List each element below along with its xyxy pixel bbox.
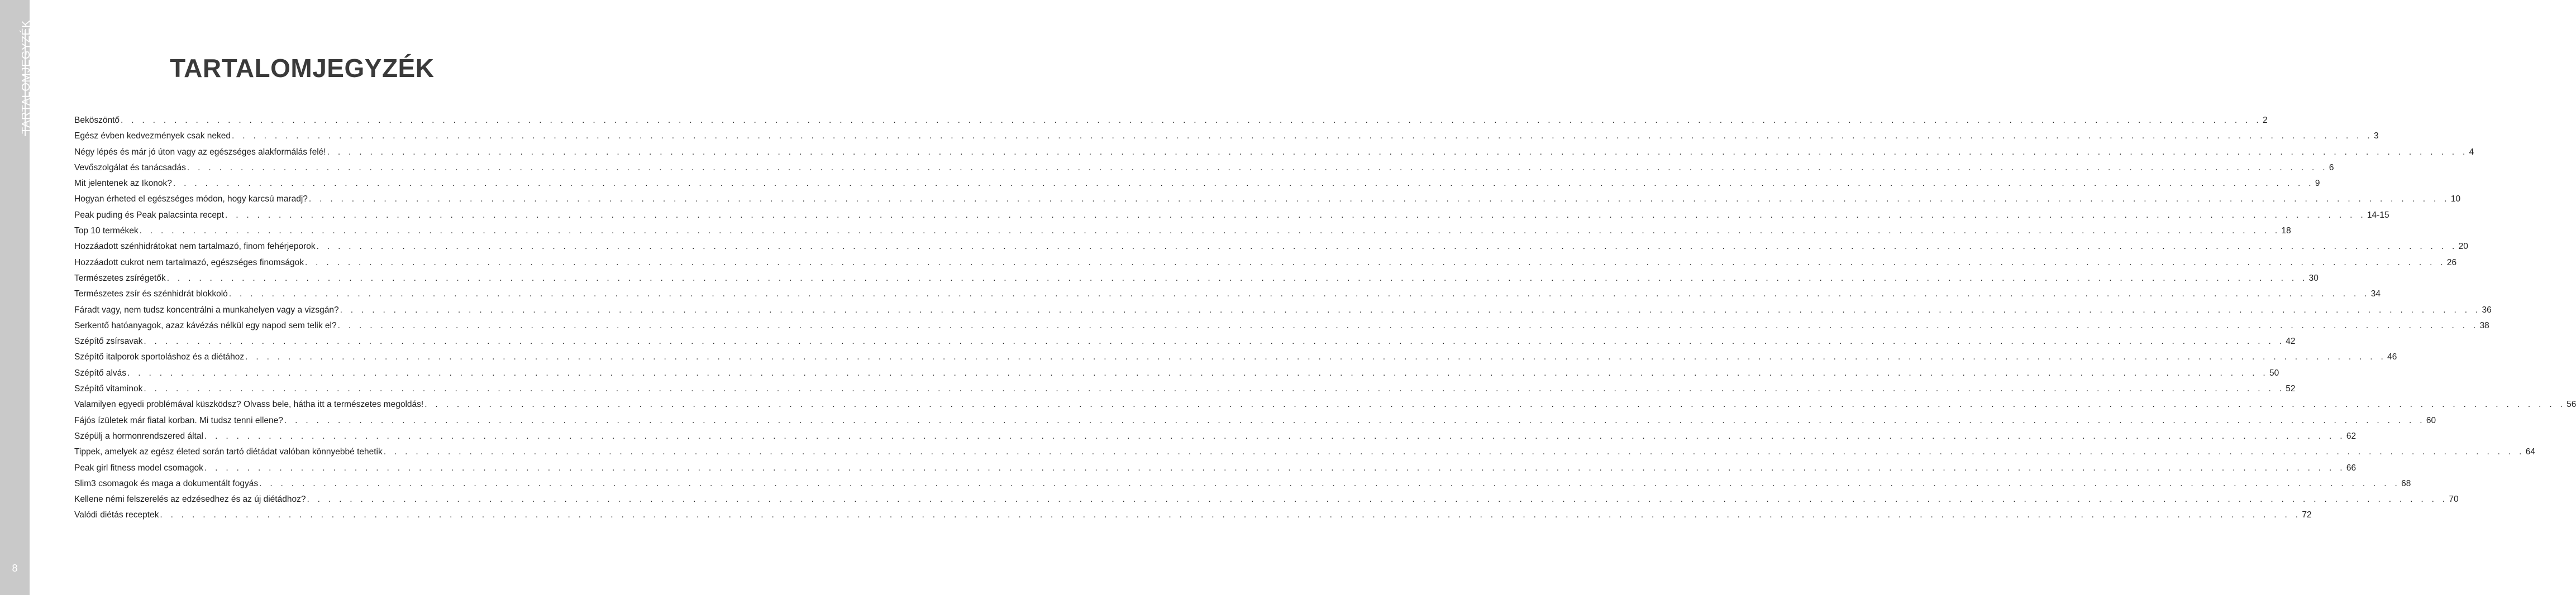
- dot-leader: . . . . . . . . . . . . . . . . . . . . . . . . . . . . . . . . . . . . . . . . . . . . . . . . . . . . . . . . . . . . . . . . . . . . . . . . . . . . . . . . . . . . . . . . . . . . . . . . . . . . . . . . . . . . . . . . . . . . . . . . . . . . . . . . . . . . . . . . . . . . . . . . . . . . . . . . . . . . . . . . . . . . . . . . . . . . . . . . . . . . . . . . . . . . . . . . . . . . . . . .: [308, 194, 2450, 204]
- dot-leader: . . . . . . . . . . . . . . . . . . . . . . . . . . . . . . . . . . . . . . . . . . . . . . . . . . . . . . . . . . . . . . . . . . . . . . . . . . . . . . . . . . . . . . . . . . . . . . . . . . . . . . . . . . . . . . . . . . . . . . . . . . . . . . . . . . . . . . . . . . . . . . . . . . . . . . . . . . . . . . . . . . . . . . . . . . . . . . . . . . . . . . . . . . . . . . . . . . . . . . . .: [204, 431, 2345, 441]
- dot-leader: . . . . . . . . . . . . . . . . . . . . . . . . . . . . . . . . . . . . . . . . . . . . . . . . . . . . . . . . . . . . . . . . . . . . . . . . . . . . . . . . . . . . . . . . . . . . . . . . . . . . . . . . . . . . . . . . . . . . . . . . . . . . . . . . . . . . . . . . . . . . . . . . . . . . . . . . . . . . . . . . . . . . . . . . . . . . . . . . . . . . . . . . . . . . . . . . . . . . . . . .: [284, 415, 2425, 425]
- toc-entry-page: 4: [2469, 147, 2474, 157]
- toc-entry-page: 2: [2262, 116, 2268, 125]
- toc-entry-page: 68: [2401, 478, 2411, 488]
- dot-leader: . . . . . . . . . . . . . . . . . . . . . . . . . . . . . . . . . . . . . . . . . . . . . . . . . . . . . . . . . . . . . . . . . . . . . . . . . . . . . . . . . . . . . . . . . . . . . . . . . . . . . . . . . . . . . . . . . . . . . . . . . . . . . . . . . . . . . . . . . . . . . . . . . . . . . . . . . . . . . . . . . . . . . . . . . . . . . . . . . . . . . . . . . . . . . . . . . . . . . . . .: [307, 495, 2448, 505]
- toc-entry-title: Egész évben kedvezmények csak neked: [74, 131, 231, 141]
- toc-entry-page: 60: [2426, 415, 2436, 425]
- toc-entry[interactable]: [74, 447, 2535, 463]
- dot-leader: . . . . . . . . . . . . . . . . . . . . . . . . . . . . . . . . . . . . . . . . . . . . . . . . . . . . . . . . . . . . . . . . . . . . . . . . . . . . . . . . . . . . . . . . . . . . . . . . . . . . . . . . . . . . . . . . . . . . . . . . . . . . . . . . . . . . . . . . . . . . . . . . . . . . . . . . . . . . . . . . . . . . . . . . . . . . . . . . . . . . . . . . . . . . . . . . . . . . . . . .: [259, 478, 2401, 488]
- toc-entry-title: Top 10 termékek: [74, 226, 139, 236]
- toc-entry-page: 26: [2446, 257, 2457, 267]
- toc-entry-page: 10: [2450, 194, 2461, 204]
- toc-entry-page: 3: [2373, 131, 2379, 141]
- toc-entry-title: Hozzáadott szénhidrátokat nem tartalmazó, finom fehérjeporok: [74, 242, 316, 252]
- dot-leader: . . . . . . . . . . . . . . . . . . . . . . . . . . . . . . . . . . . . . . . . . . . . . . . . . . . . . . . . . . . . . . . . . . . . . . . . . . . . . . . . . . . . . . . . . . . . . . . . . . . . . . . . . . . . . . . . . . . . . . . . . . . . . . . . . . . . . . . . . . . . . . . . . . . . . . . . . . . . . . . . . . . . . . . . . . . . . . . . . . . . . . . . . . . . . . . . . . . . . . . .: [127, 368, 2269, 378]
- dot-leader: . . . . . . . . . . . . . . . . . . . . . . . . . . . . . . . . . . . . . . . . . . . . . . . . . . . . . . . . . . . . . . . . . . . . . . . . . . . . . . . . . . . . . . . . . . . . . . . . . . . . . . . . . . . . . . . . . . . . . . . . . . . . . . . . . . . . . . . . . . . . . . . . . . . . . . . . . . . . . . . . . . . . . . . . . . . . . . . . . . . . . . . . . . . . . . . . . . . . . . . .: [424, 400, 2566, 410]
- dot-leader: . . . . . . . . . . . . . . . . . . . . . . . . . . . . . . . . . . . . . . . . . . . . . . . . . . . . . . . . . . . . . . . . . . . . . . . . . . . . . . . . . . . . . . . . . . . . . . . . . . . . . . . . . . . . . . . . . . . . . . . . . . . . . . . . . . . . . . . . . . . . . . . . . . . . . . . . . . . . . . . . . . . . . . . . . . . . . . . . . . . . . . . . . . . . . . . . . . . . . . . .: [327, 147, 2468, 157]
- toc-entry[interactable]: [74, 337, 2296, 352]
- toc-entry[interactable]: [74, 257, 2457, 273]
- toc-entry-title: Peak puding és Peak palacsinta recept: [74, 210, 224, 220]
- dot-leader: . . . . . . . . . . . . . . . . . . . . . . . . . . . . . . . . . . . . . . . . . . . . . . . . . . . . . . . . . . . . . . . . . . . . . . . . . . . . . . . . . . . . . . . . . . . . . . . . . . . . . . . . . . . . . . . . . . . . . . . . . . . . . . . . . . . . . . . . . . . . . . . . . . . . . . . . . . . . . . . . . . . . . . . . . . . . . . . . . . . . . . . . . . . . . . . . . . . . . . . .: [166, 273, 2308, 283]
- toc-entry-page: 62: [2346, 431, 2356, 441]
- dot-leader: . . . . . . . . . . . . . . . . . . . . . . . . . . . . . . . . . . . . . . . . . . . . . . . . . . . . . . . . . . . . . . . . . . . . . . . . . . . . . . . . . . . . . . . . . . . . . . . . . . . . . . . . . . . . . . . . . . . . . . . . . . . . . . . . . . . . . . . . . . . . . . . . . . . . . . . . . . . . . . . . . . . . . . . . . . . . . . . . . . . . . . . . . . . . . . . . . . . . . . . .: [139, 226, 2281, 236]
- toc-entry-page: 9: [2315, 179, 2320, 189]
- toc-entry[interactable]: [74, 384, 2296, 400]
- toc-entry-page: 36: [2482, 305, 2492, 315]
- toc-entry[interactable]: [74, 431, 2356, 447]
- toc-entry[interactable]: [74, 147, 2474, 163]
- toc-entry[interactable]: [74, 478, 2411, 495]
- toc-entry[interactable]: [74, 463, 2356, 479]
- toc-entry-page: 30: [2308, 273, 2319, 283]
- table-of-contents: [74, 116, 2576, 526]
- toc-entry-title: Szépítő vitaminok: [74, 384, 143, 394]
- toc-entry-page: 64: [2525, 447, 2535, 457]
- toc-entry[interactable]: [74, 305, 2492, 321]
- dot-leader: . . . . . . . . . . . . . . . . . . . . . . . . . . . . . . . . . . . . . . . . . . . . . . . . . . . . . . . . . . . . . . . . . . . . . . . . . . . . . . . . . . . . . . . . . . . . . . . . . . . . . . . . . . . . . . . . . . . . . . . . . . . . . . . . . . . . . . . . . . . . . . . . . . . . . . . . . . . . . . . . . . . . . . . . . . . . . . . . . . . . . . . . . . . . . . . . . . . . . . . .: [225, 210, 2366, 220]
- dot-leader: . . . . . . . . . . . . . . . . . . . . . . . . . . . . . . . . . . . . . . . . . . . . . . . . . . . . . . . . . . . . . . . . . . . . . . . . . . . . . . . . . . . . . . . . . . . . . . . . . . . . . . . . . . . . . . . . . . . . . . . . . . . . . . . . . . . . . . . . . . . . . . . . . . . . . . . . . . . . . . . . . . . . . . . . . . . . . . . . . . . . . . . . . . . . . . . . . . . . . . . .: [337, 320, 2479, 330]
- dot-leader: . . . . . . . . . . . . . . . . . . . . . . . . . . . . . . . . . . . . . . . . . . . . . . . . . . . . . . . . . . . . . . . . . . . . . . . . . . . . . . . . . . . . . . . . . . . . . . . . . . . . . . . . . . . . . . . . . . . . . . . . . . . . . . . . . . . . . . . . . . . . . . . . . . . . . . . . . . . . . . . . . . . . . . . . . . . . . . . . . . . . . . . . . . . . . . . . . . . . . . . .: [383, 447, 2525, 457]
- toc-entry-title: Vevőszolgálat és tanácsadás: [74, 162, 186, 172]
- toc-entry-page: 66: [2346, 463, 2356, 473]
- toc-entry-title: Szépítő italporok sportoláshoz és a diétához: [74, 352, 245, 362]
- dot-leader: . . . . . . . . . . . . . . . . . . . . . . . . . . . . . . . . . . . . . . . . . . . . . . . . . . . . . . . . . . . . . . . . . . . . . . . . . . . . . . . . . . . . . . . . . . . . . . . . . . . . . . . . . . . . . . . . . . . . . . . . . . . . . . . . . . . . . . . . . . . . . . . . . . . . . . . . . . . . . . . . . . . . . . . . . . . . . . . . . . . . . . . . . . . . . . . . . . . . . . . .: [204, 463, 2345, 473]
- toc-entry-title: Peak girl fitness model csomagok: [74, 463, 203, 473]
- toc-entry[interactable]: [74, 415, 2436, 431]
- dot-leader: . . . . . . . . . . . . . . . . . . . . . . . . . . . . . . . . . . . . . . . . . . . . . . . . . . . . . . . . . . . . . . . . . . . . . . . . . . . . . . . . . . . . . . . . . . . . . . . . . . . . . . . . . . . . . . . . . . . . . . . . . . . . . . . . . . . . . . . . . . . . . . . . . . . . . . . . . . . . . . . . . . . . . . . . . . . . . . . . . . . . . . . . . . . . . . . . . . . . . . . .: [121, 116, 2262, 125]
- toc-entry[interactable]: [74, 131, 2379, 147]
- toc-entry-page: 50: [2269, 368, 2279, 378]
- toc-entry-title: Valódi diétás receptek: [74, 510, 159, 520]
- dot-leader: . . . . . . . . . . . . . . . . . . . . . . . . . . . . . . . . . . . . . . . . . . . . . . . . . . . . . . . . . . . . . . . . . . . . . . . . . . . . . . . . . . . . . . . . . . . . . . . . . . . . . . . . . . . . . . . . . . . . . . . . . . . . . . . . . . . . . . . . . . . . . . . . . . . . . . . . . . . . . . . . . . . . . . . . . . . . . . . . . . . . . . . . . . . . . . . . . . . . . . . .: [173, 179, 2314, 189]
- toc-entry-title: Hozzáadott cukrot nem tartalmazó, egészséges finomságok: [74, 257, 304, 267]
- toc-entry[interactable]: [74, 194, 2461, 210]
- toc-entry[interactable]: [74, 273, 2319, 289]
- toc-entry-page: 70: [2449, 495, 2459, 505]
- toc-entry-page: 56: [2567, 400, 2576, 410]
- toc-entry[interactable]: [74, 226, 2291, 242]
- side-tab-label: TARTALOMJEGYZÉK: [20, 20, 32, 134]
- toc-entry[interactable]: [74, 510, 2312, 526]
- toc-entry-title: Serkentő hatóanyagok, azaz kávézás nélkül egy napod sem telik el?: [74, 320, 337, 330]
- toc-entry-page: 42: [2286, 337, 2296, 347]
- dot-leader: . . . . . . . . . . . . . . . . . . . . . . . . . . . . . . . . . . . . . . . . . . . . . . . . . . . . . . . . . . . . . . . . . . . . . . . . . . . . . . . . . . . . . . . . . . . . . . . . . . . . . . . . . . . . . . . . . . . . . . . . . . . . . . . . . . . . . . . . . . . . . . . . . . . . . . . . . . . . . . . . . . . . . . . . . . . . . . . . . . . . . . . . . . . . . . . . . . . . . . . .: [232, 131, 2373, 141]
- dot-leader: . . . . . . . . . . . . . . . . . . . . . . . . . . . . . . . . . . . . . . . . . . . . . . . . . . . . . . . . . . . . . . . . . . . . . . . . . . . . . . . . . . . . . . . . . . . . . . . . . . . . . . . . . . . . . . . . . . . . . . . . . . . . . . . . . . . . . . . . . . . . . . . . . . . . . . . . . . . . . . . . . . . . . . . . . . . . . . . . . . . . . . . . . . . . . . . . . . . . . . . .: [340, 305, 2481, 315]
- toc-entry-page: 14-15: [2367, 210, 2389, 220]
- toc-entry-title: Tippek, amelyek az egész életed során tartó diétádat valóban könnyebbé tehetik: [74, 447, 383, 457]
- toc-entry-page: 72: [2302, 510, 2312, 520]
- toc-entry-title: Négy lépés és már jó úton vagy az egészséges alakformálás felé!: [74, 147, 326, 157]
- toc-entry-title: Kellene némi felszerelés az edzésedhez és az új diétádhoz?: [74, 495, 306, 505]
- toc-entry[interactable]: [74, 352, 2397, 368]
- toc-entry[interactable]: [74, 368, 2279, 384]
- toc-entry[interactable]: [74, 242, 2468, 257]
- page-title: TARTALOMJEGYZÉK: [170, 54, 435, 83]
- toc-entry[interactable]: [74, 400, 2576, 415]
- toc-entry-page: 20: [2458, 242, 2468, 252]
- toc-entry-page: 18: [2281, 226, 2291, 236]
- toc-entry[interactable]: [74, 320, 2489, 337]
- side-tab: [0, 0, 30, 595]
- toc-entry[interactable]: [74, 289, 2381, 305]
- dot-leader: . . . . . . . . . . . . . . . . . . . . . . . . . . . . . . . . . . . . . . . . . . . . . . . . . . . . . . . . . . . . . . . . . . . . . . . . . . . . . . . . . . . . . . . . . . . . . . . . . . . . . . . . . . . . . . . . . . . . . . . . . . . . . . . . . . . . . . . . . . . . . . . . . . . . . . . . . . . . . . . . . . . . . . . . . . . . . . . . . . . . . . . . . . . . . . . . . . . . . . . .: [144, 384, 2285, 394]
- toc-entry-page: 38: [2479, 320, 2489, 330]
- dot-leader: . . . . . . . . . . . . . . . . . . . . . . . . . . . . . . . . . . . . . . . . . . . . . . . . . . . . . . . . . . . . . . . . . . . . . . . . . . . . . . . . . . . . . . . . . . . . . . . . . . . . . . . . . . . . . . . . . . . . . . . . . . . . . . . . . . . . . . . . . . . . . . . . . . . . . . . . . . . . . . . . . . . . . . . . . . . . . . . . . . . . . . . . . . . . . . . . . . . . . . . .: [187, 162, 2328, 172]
- toc-entry-page: 34: [2370, 289, 2381, 299]
- toc-entry-title: Szépítő alvás: [74, 368, 127, 378]
- toc-entry-title: Slim3 csomagok és maga a dokumentált fogyás: [74, 478, 259, 488]
- toc-entry-title: Beköszöntő: [74, 116, 120, 125]
- dot-leader: . . . . . . . . . . . . . . . . . . . . . . . . . . . . . . . . . . . . . . . . . . . . . . . . . . . . . . . . . . . . . . . . . . . . . . . . . . . . . . . . . . . . . . . . . . . . . . . . . . . . . . . . . . . . . . . . . . . . . . . . . . . . . . . . . . . . . . . . . . . . . . . . . . . . . . . . . . . . . . . . . . . . . . . . . . . . . . . . . . . . . . . . . . . . . . . . . . . . . . . .: [304, 257, 2446, 267]
- toc-entry-page: 6: [2329, 162, 2334, 172]
- toc-entry[interactable]: [74, 116, 2268, 131]
- toc-entry[interactable]: [74, 210, 2389, 226]
- toc-entry[interactable]: [74, 495, 2459, 510]
- toc-entry-title: Természetes zsír és szénhidrát blokkoló: [74, 289, 228, 299]
- toc-entry-page: 52: [2286, 384, 2296, 394]
- toc-entry-title: Szépítő zsírsavak: [74, 337, 143, 347]
- dot-leader: . . . . . . . . . . . . . . . . . . . . . . . . . . . . . . . . . . . . . . . . . . . . . . . . . . . . . . . . . . . . . . . . . . . . . . . . . . . . . . . . . . . . . . . . . . . . . . . . . . . . . . . . . . . . . . . . . . . . . . . . . . . . . . . . . . . . . . . . . . . . . . . . . . . . . . . . . . . . . . . . . . . . . . . . . . . . . . . . . . . . . . . . . . . . . . . . . . . . . . . .: [245, 352, 2387, 362]
- toc-entry-title: Szépülj a hormonrendszered által: [74, 431, 203, 441]
- toc-entry-title: Hogyan érheted el egészséges módon, hogy karcsú maradj?: [74, 194, 308, 204]
- toc-entry-title: Valamilyen egyedi problémával küszködsz? Olvass bele, hátha itt a természetes megoldás!: [74, 400, 424, 410]
- dot-leader: . . . . . . . . . . . . . . . . . . . . . . . . . . . . . . . . . . . . . . . . . . . . . . . . . . . . . . . . . . . . . . . . . . . . . . . . . . . . . . . . . . . . . . . . . . . . . . . . . . . . . . . . . . . . . . . . . . . . . . . . . . . . . . . . . . . . . . . . . . . . . . . . . . . . . . . . . . . . . . . . . . . . . . . . . . . . . . . . . . . . . . . . . . . . . . . . . . . . . . . .: [316, 242, 2458, 252]
- toc-entry[interactable]: [74, 179, 2320, 194]
- dot-leader: . . . . . . . . . . . . . . . . . . . . . . . . . . . . . . . . . . . . . . . . . . . . . . . . . . . . . . . . . . . . . . . . . . . . . . . . . . . . . . . . . . . . . . . . . . . . . . . . . . . . . . . . . . . . . . . . . . . . . . . . . . . . . . . . . . . . . . . . . . . . . . . . . . . . . . . . . . . . . . . . . . . . . . . . . . . . . . . . . . . . . . . . . . . . . . . . . . . . . . . .: [228, 289, 2370, 299]
- toc-entry-title: Természetes zsírégetők: [74, 273, 166, 283]
- toc-entry-page: 46: [2387, 352, 2397, 362]
- toc-entry-title: Mit jelentenek az Ikonok?: [74, 179, 172, 189]
- page-number: 8: [12, 563, 18, 574]
- dot-leader: . . . . . . . . . . . . . . . . . . . . . . . . . . . . . . . . . . . . . . . . . . . . . . . . . . . . . . . . . . . . . . . . . . . . . . . . . . . . . . . . . . . . . . . . . . . . . . . . . . . . . . . . . . . . . . . . . . . . . . . . . . . . . . . . . . . . . . . . . . . . . . . . . . . . . . . . . . . . . . . . . . . . . . . . . . . . . . . . . . . . . . . . . . . . . . . . . . . . . . . .: [160, 510, 2301, 520]
- toc-entry-title: Fáradt vagy, nem tudsz koncentrálni a munkahelyen vagy a vizsgán?: [74, 305, 339, 315]
- dot-leader: . . . . . . . . . . . . . . . . . . . . . . . . . . . . . . . . . . . . . . . . . . . . . . . . . . . . . . . . . . . . . . . . . . . . . . . . . . . . . . . . . . . . . . . . . . . . . . . . . . . . . . . . . . . . . . . . . . . . . . . . . . . . . . . . . . . . . . . . . . . . . . . . . . . . . . . . . . . . . . . . . . . . . . . . . . . . . . . . . . . . . . . . . . . . . . . . . . . . . . . .: [144, 337, 2285, 347]
- toc-entry[interactable]: [74, 162, 2334, 179]
- toc-entry-title: Fájós ízületek már fiatal korban. Mi tudsz tenni ellene?: [74, 415, 283, 425]
